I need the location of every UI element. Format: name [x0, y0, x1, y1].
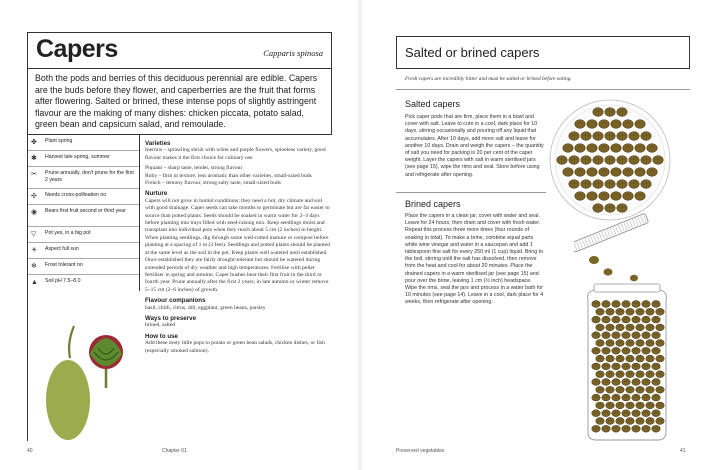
caper-bud [642, 363, 650, 370]
caper-bud [606, 386, 614, 393]
caper-bud [652, 316, 660, 323]
caper-bud [646, 418, 654, 425]
caper-bud [575, 144, 585, 153]
variety-item: Piquant – sharp taste, tender, strong flavour [145, 165, 243, 172]
caper-bud [596, 402, 604, 409]
caper-bud [593, 156, 603, 165]
caper-bud [596, 355, 604, 362]
caper-bud [592, 347, 600, 354]
caper-bud [622, 410, 630, 417]
caper-bud [622, 332, 630, 339]
caper-bud [602, 379, 610, 386]
caper-bud [592, 332, 600, 339]
caper-bud [616, 386, 624, 393]
companions-text: basil, chilli, citrus, dill, eggplant, green beans, parsley [145, 304, 266, 311]
fact-row [28, 243, 139, 259]
caper-bud [612, 332, 620, 339]
caper-bud [563, 144, 573, 153]
caper-bud [656, 386, 664, 393]
caper-bud [646, 386, 654, 393]
caper-bud [596, 418, 604, 425]
caper-bud [599, 144, 609, 153]
caper-bud [606, 308, 614, 315]
title-box [27, 32, 332, 69]
fact-text: Prune annually, don't prune for the first 2 years [45, 170, 134, 183]
caper-bud [626, 324, 634, 331]
caper-bud [606, 340, 614, 347]
falling-caper [604, 268, 613, 275]
caper-bud [652, 410, 660, 417]
caper-bud [569, 156, 579, 165]
caper-bud [596, 386, 604, 393]
caper-bud [656, 308, 664, 315]
caper-bud [652, 301, 660, 308]
jar-lid [574, 213, 649, 252]
caper-bud [569, 180, 579, 189]
caper-bud [592, 363, 600, 370]
caper-bud [622, 394, 630, 401]
caper-bud [587, 120, 597, 129]
sun-icon: ☀ [31, 247, 38, 254]
caper-bud [622, 363, 630, 370]
caper-bud [611, 192, 621, 201]
intro-text: Both the pods and berries of this deciduous perennial are edible. Capers are the buds before they flower, and caperberries are the fruit that forms after flowering. Salted or brined, these intense pops of slightly astringent flavour are the making of many dishes: chicken piccata, potato salad, green bean and capsicum salad, and remoulade. [35, 73, 318, 130]
caper-bud [596, 324, 604, 331]
caper-bud [581, 132, 591, 141]
fact-text: Needs cross-pollination no [45, 192, 107, 198]
caper-bud [652, 379, 660, 386]
caper-bud [592, 379, 600, 386]
capers-jar-illustration [574, 200, 684, 445]
caper-bud [612, 316, 620, 323]
fact-text: Soil pH 7.5–8.0 [45, 278, 81, 284]
fact-list [27, 135, 140, 291]
fact-row [28, 275, 139, 291]
caper-bud [606, 324, 614, 331]
caper-bud [602, 332, 610, 339]
caper-bud [599, 168, 609, 177]
caper-bud [622, 347, 630, 354]
caper-bud [642, 301, 650, 308]
caper-bud [647, 168, 657, 177]
caper-bud [611, 144, 621, 153]
howto-heading: How to use [145, 332, 179, 340]
pollination-icon: ✣ [31, 193, 37, 200]
caper-bud [602, 394, 610, 401]
fruit-icon: ◉ [31, 209, 38, 216]
caper-bud [596, 340, 604, 347]
caper-bud [652, 363, 660, 370]
caper-bud [557, 156, 567, 165]
nurture-text: Capers will not grow in humid conditions; they need a hot, dry climate and soil with good drainage. Caper seeds can take months to germinate but are far easier to source than potted plants. Seeds should be soaked in warm water for 2–3 days before planting into trays filled with seed-raising mix. Keep seedlings moist and transplant into individual pots when they reach about 5 cm (2 inches) in height. When planting seedlings, dig through some well-rotted manure or compost before planting at a spacing of 1 m (3 feet). Seedlings and potted plants should be planted at the same level as the soil in the pot. Keep plants well watered until established. Once established they are fairly drought-tolerant but should be watered during extended periods of dry weather and high temperatures. Fertilise with pellet fertiliser in spring and autumn. Caper bushes bear their first fruit in the third or fourth year. Prune annually after the first 2 years; in late autumn or winter remove 5–15 cm (2–6 inches) of growth. [145, 197, 330, 293]
caper-bud [632, 316, 640, 323]
caper-bud [626, 418, 634, 425]
caper-bud [632, 301, 640, 308]
caper-bud [626, 355, 634, 362]
caper-bud [632, 363, 640, 370]
caper-bud [575, 168, 585, 177]
variety-item: Inermis – sprawling shrub with white and purple flowers, spineless variety, good flavour makes it the first choice for culinary use [145, 147, 326, 161]
caper-bud [652, 425, 660, 432]
caper-bud [626, 308, 634, 315]
caper-bud [587, 192, 597, 201]
caper-bud [587, 168, 597, 177]
nurture-heading: Nurture [145, 190, 168, 198]
caper-bud [616, 355, 624, 362]
fact-row [28, 167, 139, 189]
page-number-left: 40 [27, 448, 33, 454]
fact-row [28, 151, 139, 167]
caper-bud [587, 144, 597, 153]
jar-neck [594, 284, 660, 292]
caper-bud [641, 156, 651, 165]
caper-bud [569, 132, 579, 141]
caper-bud [656, 371, 664, 378]
caper-bud [581, 156, 591, 165]
caper-bud [646, 308, 654, 315]
caperberry [46, 360, 90, 440]
caper-bud [635, 168, 645, 177]
caper-bud [602, 363, 610, 370]
caper-bud [617, 108, 627, 117]
caper-bud [616, 418, 624, 425]
caper-bud [622, 301, 630, 308]
companions-heading: Flavour companions [145, 297, 206, 305]
fact-text: Bears first fruit second or third year [45, 208, 126, 214]
caper-bud [623, 144, 633, 153]
caper-bud [629, 156, 639, 165]
caper-bud [656, 418, 664, 425]
caper-bud [642, 316, 650, 323]
section-divider [396, 89, 690, 90]
caper-bud [632, 332, 640, 339]
caper-bud [656, 340, 664, 347]
soil-icon: ▲ [31, 279, 38, 286]
caper-bud [642, 347, 650, 354]
caper-bud [596, 371, 604, 378]
caper-bud [605, 156, 615, 165]
caper-bud [592, 410, 600, 417]
fact-row [28, 259, 139, 275]
caper-bud [623, 168, 633, 177]
caper-bud [612, 425, 620, 432]
caper-bud [602, 301, 610, 308]
caper-bud [612, 363, 620, 370]
caper-bud [632, 425, 640, 432]
caper-bud [612, 410, 620, 417]
caper-bud [593, 180, 603, 189]
caper-bud [606, 355, 614, 362]
caper-bud [622, 379, 630, 386]
caper-bud [642, 425, 650, 432]
caper-bud [606, 418, 614, 425]
caper-bud [632, 347, 640, 354]
caper-bud [563, 168, 573, 177]
fact-text: Pot yes, in a big pot [45, 230, 91, 236]
salted-text: Pick caper pods that are firm, place them in a bowl and cover with salt. Leave to cure in a cool, dark place for 10 days, stirring occasionally and pouring off any liquid that accumulates. After 10 days, add more salt and leave for another 10 days. Drain and weigh the capers – the quantity of salt you need for packing is 20 per cent of the caper weight. Layer the capers with salt in warm sterilised jars (see page 15), wipe the rims and seal. Store before using and refrigerate after opening. [405, 114, 544, 178]
falling-caper [589, 256, 599, 264]
howto-text: Add these zesty little pops to potato or green bean salads, chicken dishes, or fish (especially smoked salmon). [145, 340, 325, 354]
caper-bud [636, 324, 644, 331]
caper-bud [652, 347, 660, 354]
caper-bud [656, 355, 664, 362]
caper-bud [632, 394, 640, 401]
caper-bud [616, 340, 624, 347]
caper-bud [623, 192, 633, 201]
caper-bud [635, 192, 645, 201]
caper-bud [642, 332, 650, 339]
caper-bud [617, 132, 627, 141]
caper-bud [599, 192, 609, 201]
section-divider [396, 192, 546, 193]
caperberry-illustration [36, 318, 136, 443]
caper-bud [642, 410, 650, 417]
fact-text: Frost tolerant no [45, 262, 83, 268]
preserve-heading: Ways to preserve [145, 314, 197, 322]
caper-bud [622, 316, 630, 323]
fact-row [28, 205, 139, 227]
chapter-label: Chapter 01 [162, 448, 187, 454]
caper-bud [602, 316, 610, 323]
caper-bud [622, 425, 630, 432]
caper-bud [656, 324, 664, 331]
caper-bud [626, 386, 634, 393]
caper-bud [616, 371, 624, 378]
caper-bud [636, 308, 644, 315]
fact-text: Harvest late spring, summer [45, 154, 110, 160]
book-gutter [358, 0, 362, 470]
caper-bud [629, 132, 639, 141]
caper-bud [642, 379, 650, 386]
caper-bud [629, 180, 639, 189]
caper-bud [652, 332, 660, 339]
caper-bud [636, 402, 644, 409]
caper-bud [612, 347, 620, 354]
caper-bud [612, 301, 620, 308]
caper-bud [605, 180, 615, 189]
details-column [145, 138, 333, 358]
caper-bud [611, 168, 621, 177]
caper-bud [623, 120, 633, 129]
column-rule [27, 135, 28, 441]
caper-bud [632, 379, 640, 386]
caper-bud [647, 144, 657, 153]
caper-bud [635, 144, 645, 153]
caper-bud [575, 120, 585, 129]
frost-icon: ❄ [31, 263, 37, 270]
caper-bud [592, 301, 600, 308]
caperberry-stem [69, 326, 74, 358]
caper-bud [602, 410, 610, 417]
caper-bud [575, 192, 585, 201]
caper-bud [626, 340, 634, 347]
caper-bud [606, 402, 614, 409]
salted-heading: Salted capers [405, 99, 461, 109]
caper-bud [641, 132, 651, 141]
caper-bud [616, 324, 624, 331]
caper-bud [617, 156, 627, 165]
caper-bud [642, 394, 650, 401]
latin-name: Capparis spinosa [263, 48, 323, 58]
fact-row [28, 189, 139, 205]
caper-bud [616, 402, 624, 409]
caper-bud [626, 371, 634, 378]
caper-bud [611, 120, 621, 129]
caper-bud [599, 120, 609, 129]
caper-bud [605, 108, 615, 117]
caper-bud [612, 379, 620, 386]
brined-heading: Brined capers [405, 199, 461, 209]
caper-bud [581, 180, 591, 189]
caper-bud [612, 394, 620, 401]
caper-bud [593, 108, 603, 117]
varieties-heading: Varieties [145, 140, 171, 147]
caper-bud [592, 394, 600, 401]
caper-bud [636, 340, 644, 347]
preserve-text: brined, salted [145, 322, 176, 329]
caper-bud [616, 308, 624, 315]
caper-bud [646, 324, 654, 331]
caper-bud [641, 180, 651, 189]
section-label: Preserved vegetables [396, 448, 445, 454]
fact-row [28, 227, 139, 243]
recipe-intro: Fresh capers are incredibly bitter and must be salted or brined before eating. [405, 76, 572, 82]
caper-bud [636, 386, 644, 393]
caper-bud [646, 371, 654, 378]
caper-bud [653, 156, 663, 165]
caper-bud [596, 308, 604, 315]
caper-bud [626, 402, 634, 409]
caper-bud [593, 132, 603, 141]
caper-bud [636, 418, 644, 425]
caper-bud [646, 355, 654, 362]
caper-bud [605, 132, 615, 141]
caper-bud [635, 120, 645, 129]
caper-bud [606, 371, 614, 378]
caper-bud [656, 402, 664, 409]
brined-text: Place the capers in a clean jar, cover with water and seal. Leave for 24 hours, then drain and cover with fresh water. Repeat this process three more times (four rounds of soaking in total). To make a brine, combine equal parts white wine vinegar and water in a saucepan and add 1 tablespoon fine salt for every 250 ml (1 cup) liquid. Bring to the boil, stirring until the salt has dissolved, then remove from the heat and cool for about 20 minutes. Place the drained capers in a warm sterilised jar (see page 15) and pour over the brine, leaving 1 cm (½ inch) headspace. Wipe the rims, seal the jars and process in a water bath for 10 minutes (see page 14). Leave in a cool, dark place for 4 weeks, then refrigerate after opening. [405, 213, 544, 306]
seed-icon: ✤ [31, 139, 37, 146]
page-title: Capers [36, 35, 118, 63]
prune-icon: ✂ [31, 171, 37, 178]
variety-item: French – lemony flavour, strong salty taste, small-sized buds [145, 180, 281, 187]
caper-bud [592, 425, 600, 432]
fact-text: Plant spring [45, 138, 73, 144]
caper-bud [602, 347, 610, 354]
caper-bud [636, 355, 644, 362]
caper-bud [632, 410, 640, 417]
recipe-title-box [396, 36, 690, 69]
caper-bud [592, 316, 600, 323]
pot-icon: ▽ [31, 231, 37, 238]
caper-bud [636, 371, 644, 378]
caper-bud [646, 340, 654, 347]
fact-text: Aspect full sun [45, 246, 79, 252]
falling-caper [630, 275, 638, 282]
variety-item: Ruby – firm in texture, less aromatic than other varieties, small-sized buds [145, 172, 312, 179]
caper-bud [646, 402, 654, 409]
fact-row [28, 135, 139, 151]
page-number-right: 41 [680, 448, 686, 454]
harvest-icon: ✱ [31, 155, 37, 162]
caper-bud [617, 180, 627, 189]
caper-bud [602, 425, 610, 432]
recipe-title: Salted or brined capers [405, 45, 540, 60]
caper-bud [652, 394, 660, 401]
intro-box [27, 69, 332, 135]
